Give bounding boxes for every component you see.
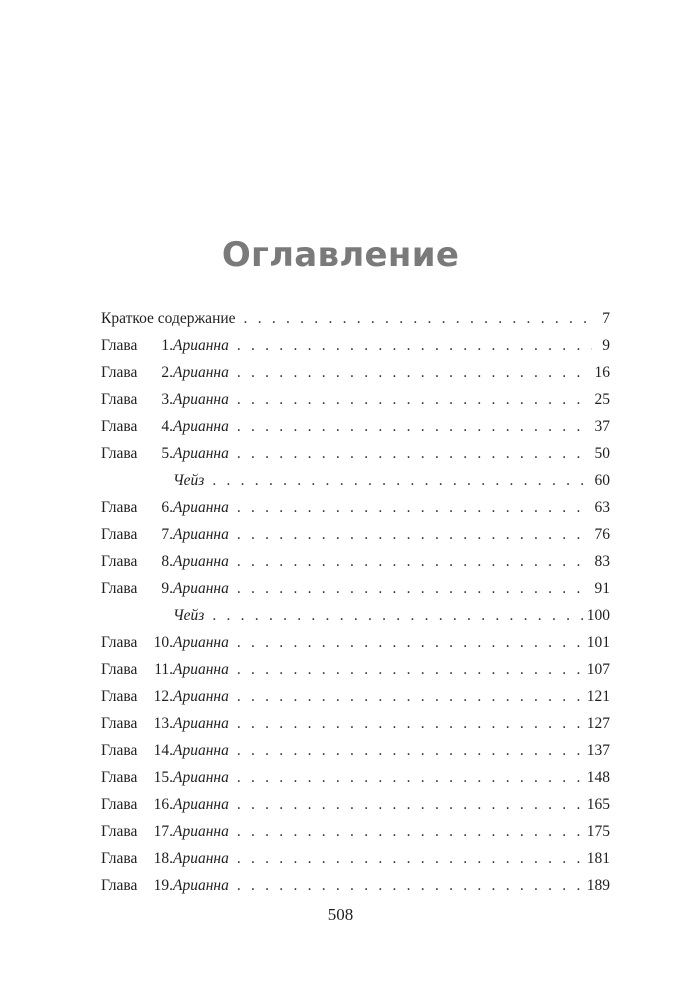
chapter-word: Глава	[101, 634, 138, 651]
dot-leader	[237, 548, 591, 575]
chapter-number: 5.	[161, 445, 173, 462]
entry-page-number: 189	[586, 877, 610, 894]
entry-title: Арианна	[173, 769, 229, 786]
chapter-word: Глава	[101, 742, 138, 759]
chapter-word: Глава	[101, 499, 138, 516]
toc-entry	[101, 818, 610, 845]
chapter-label	[101, 845, 173, 872]
chapter-label	[101, 629, 173, 656]
entry-title: Арианна	[173, 742, 229, 759]
dot-leader	[212, 467, 590, 494]
toc-entry	[101, 764, 610, 791]
chapter-number: 3.	[161, 391, 173, 408]
chapter-label	[101, 467, 173, 494]
toc-entry	[101, 494, 610, 521]
chapter-word: Глава	[101, 661, 138, 678]
entry-page-number: 181	[586, 850, 610, 867]
toc-entry	[101, 305, 610, 332]
entry-title: Арианна	[173, 661, 229, 678]
entry-title: Краткое содержание	[101, 310, 236, 327]
entry-page-number: 148	[586, 769, 610, 786]
entry-page-number: 137	[586, 742, 610, 759]
chapter-word: Глава	[101, 715, 138, 732]
toc-entry	[101, 521, 610, 548]
entry-page-number: 100	[586, 607, 610, 624]
toc-entry	[101, 737, 610, 764]
entry-title: Чейз	[173, 472, 205, 489]
dot-leader	[212, 602, 582, 629]
chapter-number: 10.	[153, 634, 173, 651]
chapter-number: 6.	[161, 499, 173, 516]
chapter-word: Глава	[101, 526, 138, 543]
entry-title: Арианна	[173, 823, 229, 840]
dot-leader	[237, 791, 583, 818]
chapter-number: 1.	[161, 337, 173, 354]
chapter-number: 11.	[154, 661, 173, 678]
page-number: 508	[327, 905, 354, 924]
dot-leader	[237, 629, 583, 656]
chapter-number: 16.	[153, 796, 173, 813]
toc-entry	[101, 332, 610, 359]
dot-leader	[237, 845, 583, 872]
chapter-number: 8.	[161, 553, 173, 570]
entry-page-number: 83	[594, 553, 610, 570]
dot-leader	[237, 440, 591, 467]
dot-leader	[237, 872, 583, 899]
dot-leader	[237, 656, 583, 683]
chapter-label	[101, 818, 173, 845]
toc-entry	[101, 575, 610, 602]
chapter-label	[101, 359, 173, 386]
toc-entry	[101, 386, 610, 413]
entry-title: Арианна	[173, 580, 229, 597]
entry-title: Арианна	[173, 418, 229, 435]
toc-entry	[101, 548, 610, 575]
chapter-number: 19.	[153, 877, 173, 894]
chapter-label	[101, 494, 173, 521]
chapter-number: 13.	[153, 715, 173, 732]
chapter-label	[101, 764, 173, 791]
entry-page-number: 16	[594, 364, 610, 381]
entry-page-number: 60	[594, 472, 610, 489]
toc-entry	[101, 413, 610, 440]
chapter-label	[101, 332, 173, 359]
entry-title: Арианна	[173, 364, 229, 381]
chapter-word: Глава	[101, 553, 138, 570]
dot-leader	[237, 818, 583, 845]
entry-title: Арианна	[173, 715, 229, 732]
entry-page-number: 175	[586, 823, 610, 840]
chapter-word: Глава	[101, 796, 138, 813]
entry-page-number: 107	[586, 661, 610, 678]
toc-entry	[101, 467, 610, 494]
toc-entry	[101, 629, 610, 656]
dot-leader	[237, 710, 583, 737]
chapter-word: Глава	[101, 823, 138, 840]
entry-page-number: 165	[586, 796, 610, 813]
toc-entry	[101, 440, 610, 467]
chapter-word: Глава	[101, 769, 138, 786]
entry-title: Арианна	[173, 499, 229, 516]
chapter-word: Глава	[101, 391, 138, 408]
chapter-label	[101, 386, 173, 413]
chapter-word: Глава	[101, 850, 138, 867]
chapter-label	[101, 872, 173, 899]
dot-leader	[237, 332, 592, 359]
entry-title: Арианна	[173, 553, 229, 570]
entry-page-number: 63	[594, 499, 610, 516]
toc-entry	[101, 845, 610, 872]
chapter-number: 17.	[153, 823, 173, 840]
dot-leader	[237, 521, 591, 548]
chapter-number: 14.	[153, 742, 173, 759]
chapter-word: Глава	[101, 580, 138, 597]
entry-title: Арианна	[173, 634, 229, 651]
chapter-word: Глава	[101, 877, 138, 894]
entry-page-number: 127	[586, 715, 610, 732]
chapter-label	[101, 440, 173, 467]
dot-leader	[237, 359, 591, 386]
chapter-label	[101, 656, 173, 683]
chapter-number: 4.	[161, 418, 173, 435]
entry-page-number: 50	[594, 445, 610, 462]
entry-page-number: 101	[586, 634, 610, 651]
toc-entry	[101, 683, 610, 710]
entry-page-number: 37	[594, 418, 610, 435]
dot-leader	[237, 737, 583, 764]
entry-title: Арианна	[173, 796, 229, 813]
toc-entry	[101, 791, 610, 818]
chapter-label	[101, 548, 173, 575]
chapter-number: 7.	[161, 526, 173, 543]
entry-page-number: 76	[594, 526, 610, 543]
chapter-number: 12.	[153, 688, 173, 705]
chapter-label	[101, 413, 173, 440]
dot-leader	[237, 764, 583, 791]
entry-title: Арианна	[173, 850, 229, 867]
dot-leader	[237, 683, 583, 710]
dot-leader	[244, 305, 592, 332]
entry-page-number: 91	[594, 580, 610, 597]
entry-title: Арианна	[173, 526, 229, 543]
chapter-number: 15.	[153, 769, 173, 786]
chapter-label	[101, 710, 173, 737]
dot-leader	[237, 386, 591, 413]
dot-leader	[237, 413, 591, 440]
chapter-number: 18.	[153, 850, 173, 867]
entry-page-number: 25	[594, 391, 610, 408]
toc-entry	[101, 602, 610, 629]
page-title: Оглавление	[221, 234, 460, 275]
chapter-label	[101, 737, 173, 764]
entry-page-number: 7	[602, 310, 610, 327]
toc-entry	[101, 656, 610, 683]
chapter-label	[101, 602, 173, 629]
toc-entry	[101, 710, 610, 737]
chapter-word: Глава	[101, 445, 138, 462]
entry-title: Арианна	[173, 445, 229, 462]
chapter-label	[101, 521, 173, 548]
chapter-label	[101, 575, 173, 602]
toc-entry	[101, 359, 610, 386]
chapter-word: Глава	[101, 418, 138, 435]
dot-leader	[237, 575, 591, 602]
chapter-label	[101, 683, 173, 710]
chapter-number: 2.	[161, 364, 173, 381]
entry-title: Арианна	[173, 337, 229, 354]
entry-title: Арианна	[173, 391, 229, 408]
entry-title: Арианна	[173, 877, 229, 894]
chapter-word: Глава	[101, 364, 138, 381]
chapter-number: 9.	[161, 580, 173, 597]
entry-page-number: 9	[602, 337, 610, 354]
entry-title: Чейз	[173, 607, 205, 624]
chapter-label	[101, 791, 173, 818]
chapter-word: Глава	[101, 337, 138, 354]
chapter-word: Глава	[101, 688, 138, 705]
toc-entry	[101, 872, 610, 899]
entry-page-number: 121	[586, 688, 610, 705]
dot-leader	[237, 494, 591, 521]
table-of-contents	[101, 305, 610, 899]
entry-title: Арианна	[173, 688, 229, 705]
